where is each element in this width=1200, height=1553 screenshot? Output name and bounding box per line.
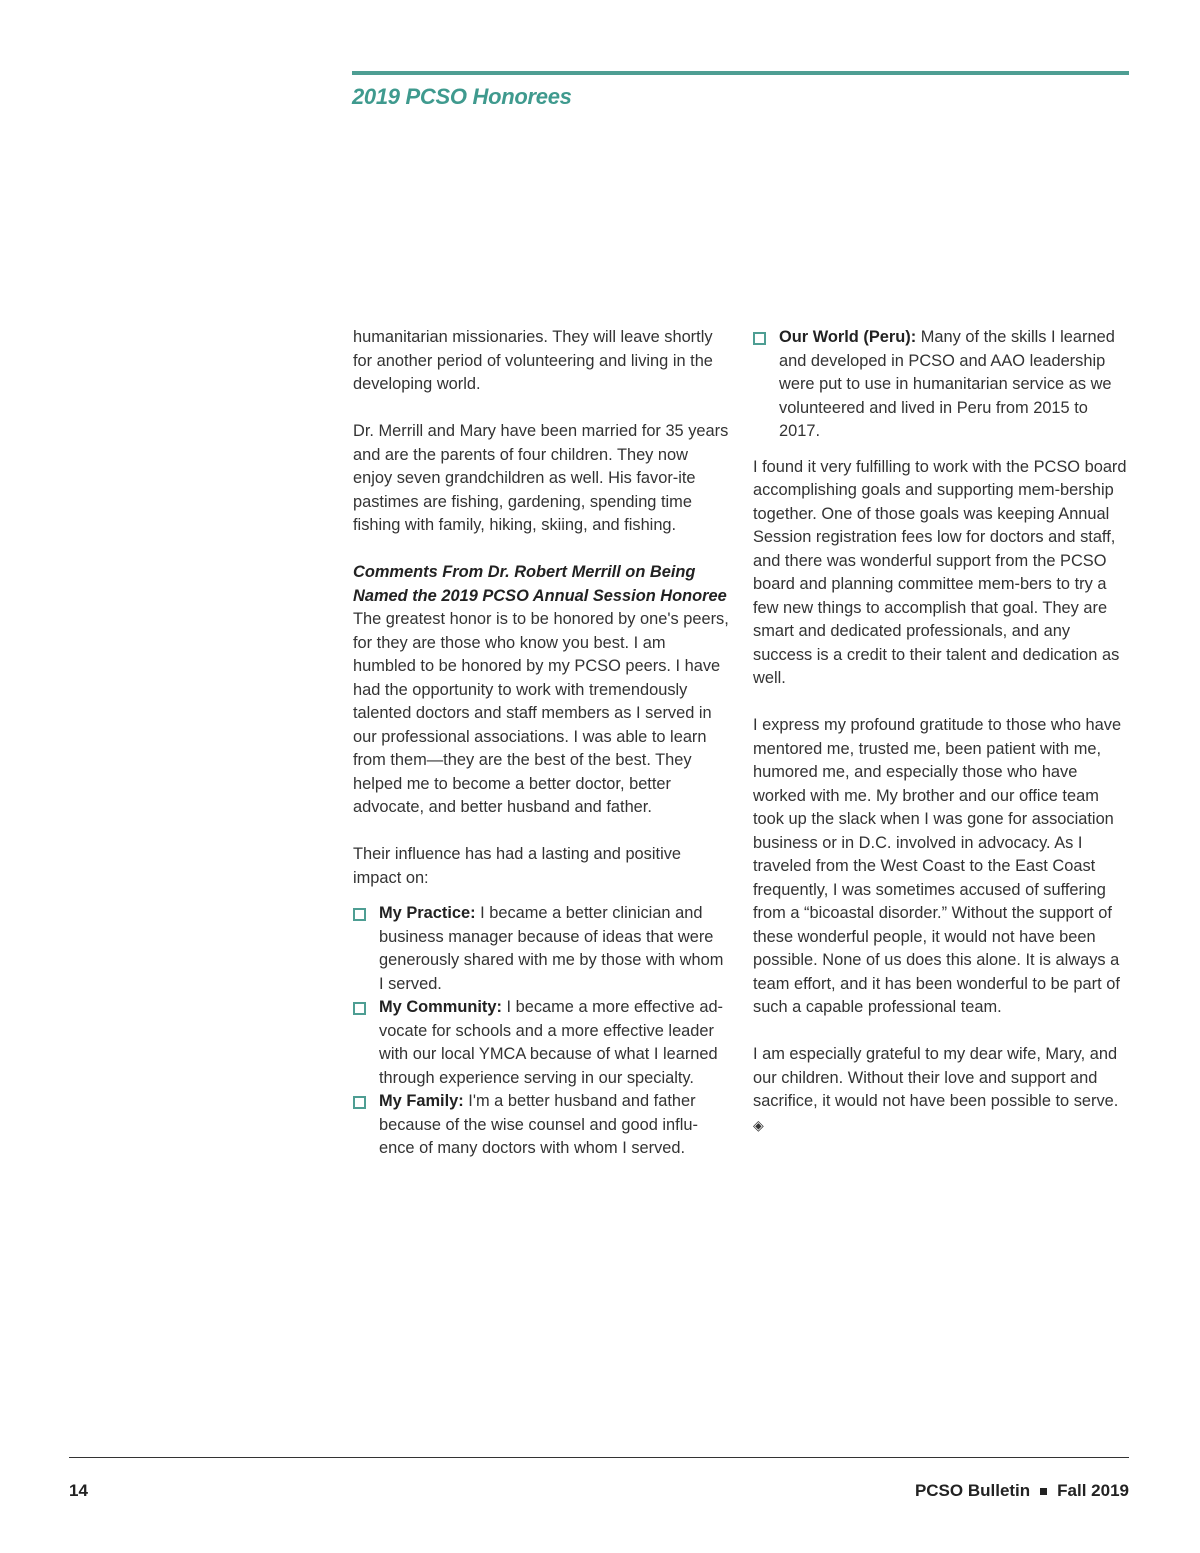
header-rule	[352, 71, 1129, 75]
bullet-label: My Family:	[379, 1092, 464, 1110]
list-item	[753, 326, 1131, 444]
bullet-label: Our World (Peru):	[779, 328, 917, 346]
paragraph: The greatest honor is to be honored by one's peers, for they are those who know you best. I am humbled to be honored by my PCSO peers. I have had the opportunity to work with tremendously talented doctors and staff members as I served in our professional associations. I was able to learn from them—they are the best of the best. They helped me to become a better doctor, better advocate, and better husband and father.	[353, 610, 729, 816]
bullet-label: My Community:	[379, 998, 502, 1016]
list-item	[353, 996, 731, 1090]
paragraph: I found it very fulfilling to work with the PCSO board accomplishing goals and supporting mem-bership together. One of those goals was keeping Annual Session registration fees low for doctors and staff, and there was wonderful support from the PCSO board and planning committee mem-bers to try a few new things to accomplish that goal. They are smart and dedicated professionals, and any success is a credit to their talent and dedication as well.	[753, 457, 1127, 687]
left-column	[353, 326, 731, 1161]
impact-list-continued	[753, 326, 1131, 444]
footer-rule	[69, 1457, 1129, 1458]
square-bullet-icon	[353, 908, 366, 921]
end-mark-icon: ◈	[753, 1116, 764, 1133]
publication-name: PCSO Bulletin	[914, 1481, 1031, 1500]
bullet-text: I'm a better husband and father because of the wise counsel and good influ-ence of many doctors with whom I served.	[379, 1092, 698, 1157]
comments-subheading: Comments From Dr. Robert Merrill on Being Named the 2019 PCSO Annual Session Honoree	[353, 563, 727, 605]
section-title: 2019 PCSO Honorees	[352, 84, 572, 109]
square-bullet-icon	[353, 1002, 366, 1015]
bullet-label: My Practice:	[379, 904, 476, 922]
paragraph: I express my profound gratitude to those who have mentored me, trusted me, been patient with me, humored me, and especially those who have worked with me. My brother and our office team took up the slack when I was gone for association business or in D.C. involved in advocacy. As I traveled from the West Coast to the East Coast frequently, I was sometimes accused of suffering from a “bicoastal disorder.” Without the support of these wonderful people, it would not have been possible. None of us does this alone. It is always a team effort, and it has been wonderful to be part of such a capable professional team.	[753, 716, 1122, 1016]
issue-label: Fall 2019	[1057, 1481, 1129, 1500]
page-number: 14	[69, 1481, 88, 1500]
list-item	[353, 902, 731, 996]
impact-list	[353, 902, 731, 1161]
square-bullet-icon	[753, 332, 766, 345]
bullet-text: I became a more effective ad-vocate for schools and a more effective leader with our local YMCA because of what I learned through experience serving in our specialty.	[379, 998, 724, 1087]
paragraph	[753, 1043, 1131, 1137]
bullet-text: Many of the skills I learned and developed in PCSO and AAO leadership were put to use in humanitarian service as we volunteered and lived in Peru from 2015 to 2017.	[779, 328, 1115, 440]
footer-publication	[915, 1481, 1129, 1501]
closing-text: I am especially grateful to my dear wife, Mary, and our children. Without their love and support and sacrifice, it would not have been possible to serve.	[753, 1045, 1119, 1110]
paragraph: humanitarian missionaries. They will leave shortly for another period of volunteering and living in the developing world.	[353, 328, 713, 393]
paragraph: Dr. Merrill and Mary have been married for 35 years and are the parents of four children. They now enjoy seven grandchildren as well. His favor-ite pastimes are fishing, gardening, spending time fishing with family, hiking, skiing, and fishing.	[353, 422, 729, 534]
right-column	[753, 326, 1131, 1137]
square-separator-icon	[1040, 1488, 1047, 1495]
bullet-text: I became a better clinician and business manager because of ideas that were generously shared with me by those with whom I served.	[379, 904, 724, 993]
list-item	[353, 1090, 731, 1161]
paragraph: Their influence has had a lasting and positive impact on:	[353, 845, 682, 887]
square-bullet-icon	[353, 1096, 366, 1109]
